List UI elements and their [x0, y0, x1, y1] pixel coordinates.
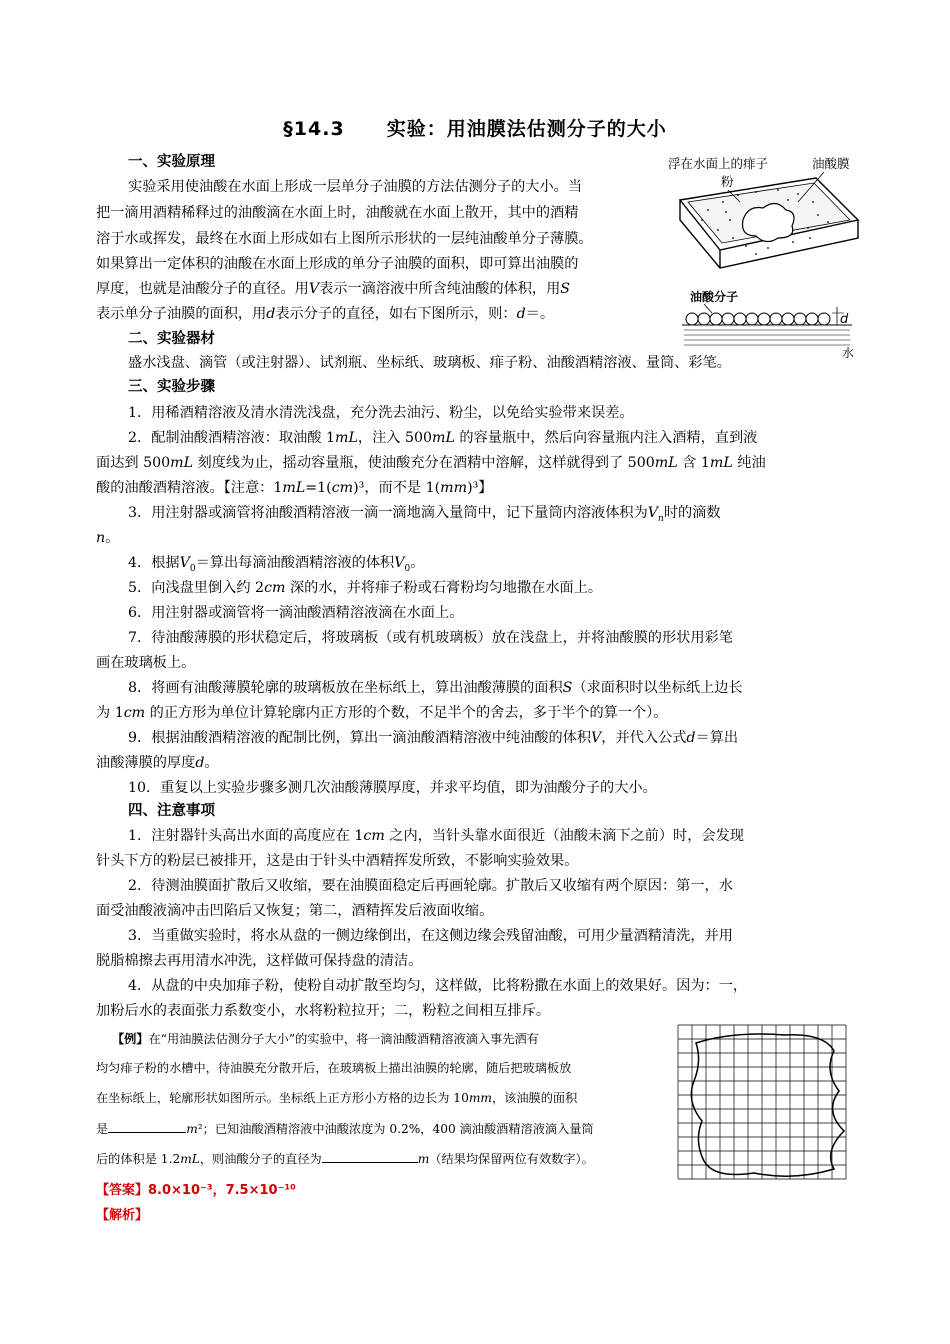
film-label: 油酸膜 [812, 156, 850, 171]
step-8-line-2: 为 1cm 的正方形为单位计算轮廓内正方形的个数，不足半个的舍去，多于半个的算一个）。 [96, 705, 668, 721]
analysis-label: 【解析】 [96, 1208, 149, 1223]
step-7-line-2: 画在玻璃板上。 [96, 655, 196, 671]
d-label: d [840, 312, 849, 327]
principle-line-2: 把一滴用酒精稀释过的油酸滴在水面上时，油酸就在水面上散开，其中的酒精 [96, 205, 579, 221]
answer-blank-diameter[interactable] [322, 1148, 418, 1163]
step-7-line-1: 7．待油酸薄膜的形状稳定后，将玻璃板（或有机玻璃板）放在浅盘上，并将油酸膜的形状用彩笔 [128, 630, 733, 646]
note-4-line-2: 加粉后水的表面张力系数变小，水将粉粒拉开；二，粉粒之间相互排斥。 [96, 1003, 551, 1019]
step-8-line-1: 8．将画有油酸薄膜轮廓的玻璃板放在坐标纸上，算出油酸薄膜的面积S（求面积时以坐标纸上边长 [128, 680, 743, 696]
step-2-line-2: 面达到 500mL 刻度线为止，摇动容量瓶，使油酸充分在酒精中溶解，这样就得到了 500mL 含 1mL 纯油 [96, 455, 766, 471]
note-2-line-2: 面受油酸液滴冲击凹陷后又恢复；第二，酒精挥发后液面收缩。 [96, 903, 494, 919]
principle-line-6: 表示单分子油膜的面积，用d表示分子的直径，如右下图所示，则：d＝。 [96, 306, 555, 322]
step-9-line-1: 9．根据油酸酒精溶液的配制比例，算出一滴油酸酒精溶液中纯油酸的体积V，并代入公式d＝算出 [128, 730, 739, 746]
heading-equipment: 二、实验器材 [128, 331, 215, 347]
note-3-line-2: 脱脂棉擦去再用清水冲洗，这样做可保持盘的清洁。 [96, 953, 423, 969]
principle-line-1: 实验采用使油酸在水面上形成一层单分子油膜的方法估测分子的大小。当 [128, 179, 583, 195]
example-line-2: 均匀痱子粉的水槽中，待油膜充分散开后，在玻璃板上描出油膜的轮廓，随后把玻璃板放 [96, 1061, 572, 1075]
step-2-line-1: 2．配制油酸酒精溶液：取油酸 1mL，注入 500mL 的容量瓶中，然后向容量瓶内注入酒精，直到液 [128, 430, 758, 446]
step-3-line-1: 3．用注射器或滴管将油酸酒精溶液一滴一滴地滴入量筒中，记下量筒内溶液体积为$V_n$时的滴数 [128, 505, 721, 524]
powder-label: 浮在水面上的痱子 [668, 156, 769, 171]
principle-line-3: 溶于水或挥发，最终在水面上形成如右上图所示形状的一层纯油酸单分子薄膜。 [96, 231, 593, 247]
example-line-1: 【例】在“用油膜法估测分子大小”的实验中，将一滴油酸酒精溶液滴入事先洒有 [112, 1032, 539, 1046]
principle-line-4: 如果算出一定体积的油酸在水面上形成的单分子油膜的面积，即可算出油膜的 [96, 256, 579, 272]
note-1-line-1: 1．注射器针头高出水面的高度应在 1cm 之内，当针头靠水面很近（油酸未滴下之前）时，会发现 [128, 828, 744, 844]
step-6: 6．用注射器或滴管将一滴油酸酒精溶液滴在水面上。 [128, 605, 464, 621]
answer-text: 【答案】8.0×10⁻³，7.5×10⁻¹⁰ [96, 1183, 296, 1198]
oil-film-tray-figure [668, 150, 868, 285]
powder-label-2: 粉 [721, 174, 734, 189]
step-9-line-2: 油酸薄膜的厚度d。 [96, 755, 219, 771]
equipment-list: 盛水浅盘、滴管（或注射器）、试剂瓶、坐标纸、玻璃板、痱子粉、油酸酒精溶液、量筒、彩笔。 [128, 355, 731, 371]
example-line-5: 后的体积是 1.2mL，则油酸分子的直径为 m（结果均保留两位有效数字）。 [96, 1148, 594, 1169]
note-4-line-1: 4．从盘的中央加痱子粉，使粉自动扩散至均匀，这样做，比将粉撒在水面上的效果好。因为：一， [128, 978, 748, 994]
step-1: 1．用稀酒精溶液及清水清洗浅盘，充分洗去油污、粉尘，以免给实验带来误差。 [128, 405, 634, 421]
principle-line-5: 厚度，也就是油酸分子的直径。用V表示一滴溶液中所含纯油酸的体积，用S [96, 281, 571, 297]
note-2-line-1: 2．待测油膜面扩散后又收缩，要在油膜面稳定后再画轮廓。扩散后又收缩有两个原因：第一，水 [128, 878, 733, 894]
heading-principle: 一、实验原理 [128, 154, 215, 170]
example-line-3: 在坐标纸上，轮廓形状如图所示。坐标纸上正方形小方格的边长为 10mm，该油膜的面积 [96, 1091, 578, 1105]
oil-film-grid-figure [674, 1021, 864, 1191]
heading-steps: 三、实验步骤 [128, 379, 215, 395]
water-label: 水 [842, 346, 855, 360]
molecule-label: 油酸分子 [690, 290, 739, 304]
step-2-line-3: 酸的油酸酒精溶液。【注意：1mL=1(cm)³，而不是 1(mm)³】 [96, 480, 493, 496]
note-3-line-1: 3．当重做实验时，将水从盘的一侧边缘倒出，在这侧边缘会残留油酸，可用少量酒精清洗，并用 [128, 928, 733, 944]
heading-notes: 四、注意事项 [128, 803, 215, 819]
step-3-line-2: n。 [96, 530, 120, 546]
step-10: 10．重复以上实验步骤多测几次油酸薄膜厚度，并求平均值，即为油酸分子的大小。 [128, 780, 657, 796]
example-line-4: 是 m²；已知油酸酒精溶液中油酸浓度为 0.2%，400 滴油酸酒精溶液滴入量筒 [96, 1118, 594, 1139]
page-title: §14.3 实验：用油膜法估测分子的大小 [283, 118, 667, 140]
note-1-line-2: 针头下方的粉层已被排开，这是由于针头中酒精挥发所致，不影响实验效果。 [96, 853, 579, 869]
step-5: 5．向浅盘里倒入约 2cm 深的水，并将痱子粉或石膏粉均匀地撒在水面上。 [128, 580, 603, 596]
step-4: 4．根据$V_0=$算出每滴油酸酒精溶液的体积$V_0$。 [128, 555, 425, 574]
answer-blank-area[interactable] [108, 1118, 186, 1133]
